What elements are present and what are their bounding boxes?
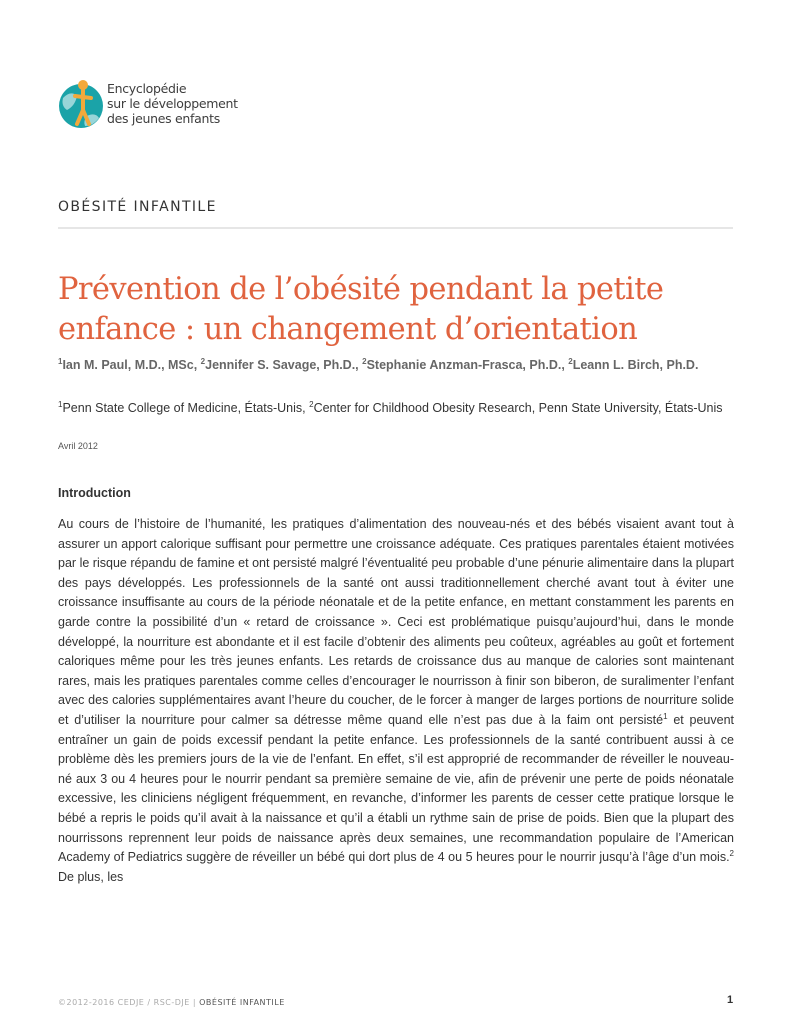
logo: [57, 76, 257, 136]
author-sup: 2: [200, 356, 206, 366]
author-sup: 2: [568, 356, 573, 366]
publication-date: Avril 2012: [58, 441, 98, 451]
article-body: [58, 515, 734, 887]
topic-label: OBÉSITÉ INFANTILE: [58, 199, 217, 215]
author-name: Ian M. Paul, M.D., MSc,: [62, 358, 201, 372]
author-name: Leann L. Birch, Ph.D.: [572, 358, 699, 372]
affiliation-text: Penn State College of Medicine, États-Unis,: [62, 401, 310, 415]
logo-line-3: des jeunes enfants: [107, 111, 220, 126]
affiliation-sup: 2: [309, 399, 314, 409]
copyright-text: ©2012-2016 CEDJE / RSC-DJE |: [58, 998, 200, 1007]
author-sup: 1: [58, 356, 63, 366]
footer-copyright: [58, 998, 285, 1007]
affiliations: [58, 399, 738, 418]
footer-topic: OBÉSITÉ INFANTILE: [199, 998, 285, 1007]
title-line-1: Prévention de l’obésité pendant la petite: [58, 272, 664, 307]
globe-child-icon: [57, 76, 105, 134]
page-number: 1: [727, 994, 734, 1006]
author-sup: 2: [362, 356, 367, 366]
section-heading: Introduction: [58, 486, 131, 500]
reference-2[interactable]: 2: [729, 848, 734, 858]
header-divider: [58, 227, 733, 229]
author-name: Stephanie Anzman-Frasca, Ph.D.,: [366, 358, 569, 372]
author-name: Jennifer S. Savage, Ph.D.,: [205, 358, 363, 372]
paragraph-text: Au cours de l’histoire de l’humanité, les pratiques d’alimentation des nouveau-nés et des bébés visaient avant tout à assurer un apport calorique suffisant pour permettre une croissance adéquate. Ces pratiques parentales étaient motivées par le risque répandu de famine et ont persisté malgré l’éventualité peu probable d’une pénurie alimentaire dans la plupart des pays développés. Les professionnels de la santé ont aussi traditionnellement cherché avant tout à éviter une croissance insuffisante au cours de la période néonatale et de la petite enfance, en mettant constamment les parents en garde contre la possibilité d’un « retard de croissance ». Ceci est problématique puisqu’aujourd’hui, dans le monde développé, la nourriture est abondante et il est facile d’obtenir des aliments peu coûteux, agréables au goût et fortement caloriques même pour les très jeunes enfants. Les retards de croissance dus au manque de calories sont maintenant rares, mais les pratiques parentales comme celles d’encourager le nourrisson à finir son biberon, de suralimenter l’enfant avec des calories supplémentaires avant l’heure du coucher, de le forcer à manger de larges portions de nourriture solide et d’utiliser la nourriture pour calmer sa détresse même quand elle n’est pas due à la faim ont persisté: [58, 517, 734, 727]
paragraph-text: et peuvent entraîner un gain de poids excessif pendant la petite enfance. Les professionnels de la santé contribuent aussi à ce problème dès les premiers jours de la vie de l’enfant. En effet, s’il est approprié de recommander de réveiller le nouveau-né aux 3 ou 4 heures pour le nourrir pendant sa première semaine de vie, afin de prévenir une perte de poids néonatale excessive, les cliniciens négligent fréquemment, en revanche, d’informer les parents de cesser cette pratique lorsque le bébé a repris le poids qu’il avait à la naissance et qu’il a établi un rythme sain de prise de poids. Bien que la plupart des nourrissons reprennent leur poids de naissance après deux semaines, une recommandation populaire de l’American Academy of Pediatrics suggère de réveiller un bébé qui dort plus de 4 ou 5 heures pour le nourrir jusqu’à l’âge d’un mois.: [58, 712, 735, 865]
article-title: [58, 270, 748, 350]
logo-text: [107, 81, 238, 126]
affiliation-sup: 1: [58, 399, 63, 409]
author-list: [58, 356, 738, 375]
reference-1[interactable]: 1: [663, 711, 668, 721]
title-line-2: enfance : un changement d’orientation: [58, 312, 638, 347]
logo-line-2: sur le développement: [107, 96, 238, 111]
paragraph-text: De plus, les: [58, 869, 124, 884]
affiliation-text: Center for Childhood Obesity Research, Penn State University, États-Unis: [313, 401, 723, 415]
logo-line-1: Encyclopédie: [107, 81, 187, 96]
body-paragraph: [58, 515, 734, 887]
